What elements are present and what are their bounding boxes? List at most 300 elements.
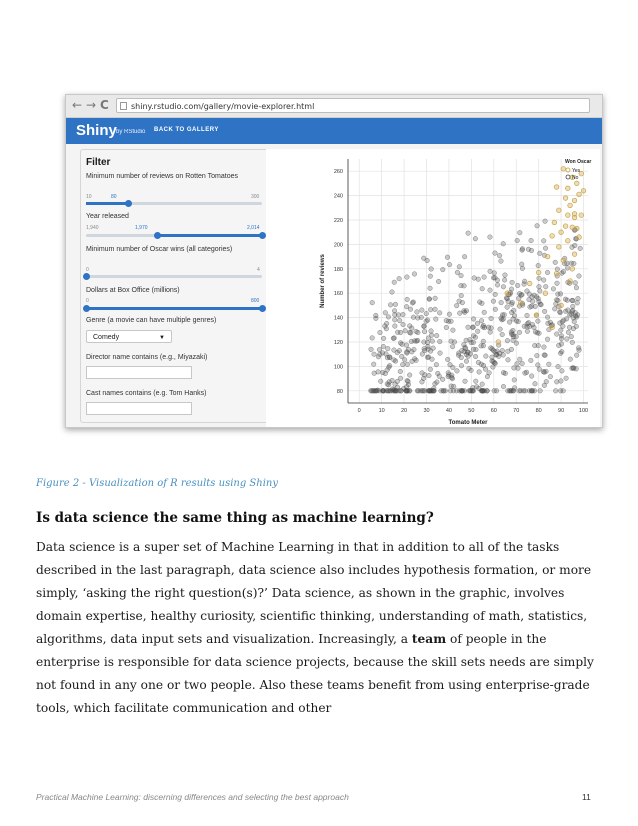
scatter-point-no: [420, 308, 425, 313]
scatter-point-no: [570, 366, 575, 371]
scatter-point-no: [429, 267, 434, 272]
filter-title: Filter: [86, 157, 111, 168]
scatter-point-yes: [572, 198, 577, 203]
scatter-point-no: [512, 378, 517, 383]
scatter-point-no: [517, 330, 522, 335]
scatter-point-yes: [505, 291, 510, 296]
app-header: [66, 118, 602, 144]
scatter-point-no: [481, 339, 486, 344]
scatter-point-no: [495, 278, 500, 283]
scatter-point-no: [402, 357, 407, 362]
scatter-point-no: [522, 282, 527, 287]
scatter-point-no: [564, 317, 569, 322]
scatter-point-no: [517, 230, 522, 235]
y-tick-label: 120: [333, 340, 343, 346]
y-tick-label: 100: [333, 364, 343, 371]
scatter-point-no: [438, 351, 443, 356]
x-tick-label: 20: [401, 408, 408, 414]
scatter-point-no: [434, 362, 439, 367]
scatter-point-no: [543, 284, 548, 289]
scatter-point-no: [471, 340, 476, 345]
scatter-point-no: [466, 325, 471, 330]
scatter-point-no: [517, 389, 522, 394]
scatter-point-no: [569, 334, 574, 339]
scatter-point-no: [386, 382, 391, 387]
scatter-point-yes: [572, 215, 577, 220]
scatter-point-no: [440, 267, 445, 272]
cast-input[interactable]: [86, 402, 192, 415]
scatter-point-no: [473, 236, 478, 241]
scatter-point-no: [412, 347, 417, 352]
scatter-point-no: [529, 374, 534, 379]
scatter-point-no: [488, 330, 493, 335]
scatter-point-no: [576, 296, 581, 301]
scatter-point-no: [556, 343, 561, 348]
scatter-point-no: [457, 311, 462, 316]
cast-label: Cast names contains (e.g. Tom Hanks): [86, 390, 207, 397]
scatter-point-no: [425, 340, 430, 345]
scatter-point-yes: [570, 267, 575, 272]
back-arrow-icon[interactable]: ←: [72, 98, 83, 112]
scatter-point-no: [497, 253, 502, 258]
scatter-point-no: [570, 298, 575, 303]
y-tick-label: 200: [333, 242, 343, 249]
scatter-point-no: [473, 335, 478, 340]
scatter-point-no: [466, 231, 471, 236]
scatter-point-no: [463, 379, 468, 384]
address-bar[interactable]: [116, 98, 590, 113]
oscar-slider[interactable]: [86, 275, 262, 278]
scatter-point-no: [542, 370, 547, 375]
legend-title: Won Oscar: [565, 159, 592, 165]
oscar-min: 0: [86, 267, 89, 273]
y-tick-label: 160: [333, 291, 343, 298]
genre-selected-value: Comedy: [93, 334, 120, 341]
scatter-point-no: [390, 378, 395, 383]
scatter-point-no: [407, 330, 412, 335]
scatter-point-no: [473, 354, 478, 359]
scatter-point-no: [406, 379, 411, 384]
scatter-point-no: [515, 238, 520, 243]
scatter-point-no: [526, 247, 531, 252]
scatter-point-yes: [581, 188, 586, 193]
scatter-point-no: [457, 264, 462, 269]
scatter-point-no: [538, 389, 543, 394]
footer-title: Practical Machine Learning: discerning differences and selecting the best approach: [36, 792, 349, 802]
scatter-point-no: [480, 286, 485, 291]
scatter-point-no: [374, 389, 379, 394]
scatter-point-no: [568, 357, 573, 362]
scatter-point-no: [460, 348, 465, 353]
scatter-point-no: [501, 241, 506, 246]
scatter-point-yes: [577, 235, 582, 240]
paragraph-bold-team: team: [411, 632, 447, 646]
scatter-point-no: [386, 315, 391, 320]
scatter-point-yes: [561, 166, 566, 171]
brand-byline: by RStudio: [116, 129, 146, 135]
scatter-point-no: [427, 373, 432, 378]
scatter-point-yes: [550, 234, 555, 239]
scatter-point-no: [480, 301, 485, 306]
scatter-point-no: [496, 354, 501, 359]
scatter-point-no: [560, 369, 565, 374]
scatter-point-no: [501, 353, 506, 358]
scatter-point-no: [464, 352, 469, 357]
scatter-point-no: [370, 300, 375, 305]
boxoffice-slider[interactable]: [86, 307, 262, 310]
genre-select[interactable]: [86, 330, 172, 343]
scatter-point-no: [387, 363, 392, 368]
paragraph-text-1: Data science is a super set of Machine Learning in that in addition to all of the tasks described in the last paragraph, data science also includes hypothesis formation, or more simply, ‘asking the right question(s)?’ Data science, as shown in the graphic, involves domain expertise, healthy curiosity, scientific thinking, understanding of math, statistics, algorithms, data input sets and visualization. Increasingly, a: [36, 540, 592, 646]
scatter-point-yes: [574, 226, 579, 231]
scatter-point-no: [420, 380, 425, 385]
scatter-point-no: [414, 329, 419, 334]
scatter-point-no: [501, 370, 506, 375]
scatter-point-no: [543, 246, 548, 251]
scatter-point-yes: [570, 225, 575, 230]
scatter-point-no: [404, 343, 409, 348]
scatter-point-no: [484, 354, 489, 359]
scatter-point-no: [533, 381, 538, 386]
reviews-value: 80: [111, 194, 117, 200]
reviews-slider-fill: [86, 202, 128, 205]
scatter-point-no: [537, 276, 542, 281]
scatter-point-no: [473, 379, 478, 384]
x-axis-label: Tomato Meter: [448, 420, 488, 426]
section-heading: Is data science the same thing as machine learning?: [36, 510, 434, 526]
oscar-label: Minimum number of Oscar wins (all categories): [86, 246, 233, 253]
scatter-point-no: [486, 325, 491, 330]
scatter-point-no: [536, 319, 541, 324]
scatter-point-yes: [554, 185, 559, 190]
year-slider[interactable]: [86, 234, 262, 237]
scatter-point-no: [489, 316, 494, 321]
scatter-point-no: [554, 332, 559, 337]
scatter-point-no: [512, 366, 517, 371]
scatter-point-no: [380, 351, 385, 356]
scatter-point-no: [545, 337, 550, 342]
scatter-point-no: [422, 373, 427, 378]
scatter-point-no: [554, 380, 559, 385]
scatter-point-no: [514, 334, 519, 339]
page-number: 11: [582, 792, 591, 802]
scatter-point-no: [529, 238, 534, 243]
scatter-point-no: [437, 311, 442, 316]
scatter-point-no: [378, 379, 383, 384]
scatter-point-no: [545, 315, 550, 320]
scatter-point-no: [527, 292, 532, 297]
scatter-point-no: [485, 374, 490, 379]
scatter-point-no: [556, 292, 561, 297]
scatter-point-no: [510, 280, 515, 285]
scatter-point-no: [471, 347, 476, 352]
scatter-point-no: [462, 254, 467, 259]
scatter-point-yes: [557, 208, 562, 213]
reviews-slider-handle[interactable]: [125, 200, 132, 207]
scatter-point-no: [574, 324, 579, 329]
scatter-point-no: [577, 274, 582, 279]
scatter-point-no: [401, 312, 406, 317]
scatter-point-no: [444, 318, 449, 323]
scatter-point-no: [515, 283, 520, 288]
scatter-point-no: [574, 353, 579, 358]
scatter-point-no: [387, 355, 392, 360]
brand-logo[interactable]: Shiny: [76, 122, 117, 139]
scatter-point-no: [555, 267, 560, 272]
year-slider-high-handle[interactable]: [259, 232, 266, 239]
x-tick-label: 60: [490, 408, 497, 414]
scatter-point-no: [436, 279, 441, 284]
scatter-point-no: [510, 300, 515, 305]
scatter-point-no: [500, 348, 505, 353]
scatter-point-no: [395, 350, 400, 355]
scatter-point-yes: [545, 254, 550, 259]
scatter-point-no: [385, 346, 390, 351]
scatter-point-no: [449, 384, 454, 389]
body-paragraph: [36, 536, 606, 720]
scatter-point-no: [501, 285, 506, 290]
scatter-point-no: [427, 389, 432, 394]
scatter-point-no: [499, 259, 504, 264]
scatter-point-no: [476, 277, 481, 282]
scatter-point-no: [523, 371, 528, 376]
scatter-point-no: [511, 328, 516, 333]
scatter-point-no: [525, 329, 530, 334]
scatter-point-no: [452, 340, 457, 345]
scatter-point-no: [476, 360, 481, 365]
scatter-point-no: [541, 278, 546, 283]
scatter-point-no: [509, 310, 514, 315]
scatter-point-no: [471, 317, 476, 322]
scatter-point-yes: [496, 340, 501, 345]
scatter-point-no: [567, 325, 572, 330]
scatter-point-no: [535, 353, 540, 358]
scatter-point-no: [415, 310, 420, 315]
y-axis-label: Number of reviews: [320, 254, 326, 308]
scatter-point-no: [393, 324, 398, 329]
scatter-point-no: [449, 373, 454, 378]
director-label: Director name contains (e.g., Miyazaki): [86, 354, 208, 361]
scatter-point-no: [525, 313, 530, 318]
scatter-point-yes: [566, 186, 571, 191]
scatter-point-no: [490, 355, 495, 360]
y-tick-label: 240: [333, 193, 343, 200]
scatter-point-no: [410, 359, 415, 364]
scatter-point-no: [505, 305, 510, 310]
oscar-max: 4: [257, 267, 260, 273]
scatter-point-no: [425, 355, 430, 360]
boxoffice-max: 800: [251, 298, 260, 304]
scatter-point-no: [501, 384, 506, 389]
scatter-point-no: [427, 297, 432, 302]
scatter-point-no: [382, 389, 387, 394]
scatter-point-no: [380, 370, 385, 375]
scatter-point-no: [395, 379, 400, 384]
paragraph-text-2: of people in the enterprise is responsible for data science projects, because the skill sets needs are simply not found in any one or two people. Also these teams benefit from using enterprise-grade tools, which facilitate communication and other: [36, 632, 594, 715]
browser-toolbar: [66, 95, 602, 118]
scatter-point-no: [392, 280, 397, 285]
genre-label: Genre (a movie can have multiple genres): [86, 317, 217, 324]
scatter-point-no: [370, 336, 375, 341]
scatter-point-no: [455, 369, 460, 374]
scatter-point-no: [491, 365, 496, 370]
scatter-point-no: [545, 270, 550, 275]
scatter-point-no: [506, 358, 511, 363]
boxoffice-slider-high-handle[interactable]: [259, 305, 266, 312]
scatter-point-no: [392, 317, 397, 322]
scatter-point-no: [462, 310, 467, 315]
scatter-point-no: [575, 301, 580, 306]
reload-icon[interactable]: C: [100, 98, 109, 112]
scatter-point-no: [493, 251, 498, 256]
scatter-point-no: [462, 389, 467, 394]
scatter-point-no: [533, 304, 538, 309]
scatter-point-no: [566, 308, 571, 313]
y-tick-label: 80: [336, 388, 343, 395]
scatter-point-no: [401, 322, 406, 327]
x-tick-label: 10: [378, 408, 385, 414]
scatter-point-no: [493, 307, 498, 312]
scatter-point-no: [565, 337, 570, 342]
scatter-point-no: [397, 318, 402, 323]
scatter-point-no: [459, 283, 464, 288]
scatter-point-no: [537, 289, 542, 294]
scatter-point-no: [491, 359, 496, 364]
year-slider-low-handle[interactable]: [154, 232, 161, 239]
scatter-point-no: [570, 245, 575, 250]
scatter-point-no: [488, 269, 493, 274]
scatter-point-no: [385, 368, 390, 373]
scatter-point-no: [428, 367, 433, 372]
scatter-point-no: [488, 235, 493, 240]
scatter-point-no: [559, 379, 564, 384]
scatter-point-no: [573, 280, 578, 285]
scatter-point-yes: [566, 213, 571, 218]
scatter-point-no: [407, 324, 412, 329]
scatter-point-no: [555, 281, 560, 286]
scatter-point-no: [411, 300, 416, 305]
scatter-point-no: [532, 389, 537, 394]
reviews-slider[interactable]: [86, 202, 262, 205]
scatter-point-no: [437, 339, 442, 344]
chevron-down-icon: ▼: [159, 335, 165, 341]
scatter-point-yes: [572, 252, 577, 257]
director-input[interactable]: [86, 366, 192, 379]
scatter-point-no: [537, 284, 542, 289]
scatter-point-no: [520, 266, 525, 271]
scatter-point-yes: [550, 325, 555, 330]
scatter-point-yes: [577, 192, 582, 197]
scatter-point-no: [527, 297, 532, 302]
scatter-point-no: [537, 367, 542, 372]
scatter-point-no: [495, 283, 500, 288]
scatter-point-no: [393, 302, 398, 307]
scatter-point-yes: [527, 281, 532, 286]
scatter-point-yes: [561, 258, 566, 263]
boxoffice-label: Dollars at Box Office (millions): [86, 287, 180, 294]
scatter-point-no: [543, 219, 548, 224]
scatter-point-yes: [574, 181, 579, 186]
scatter-point-no: [559, 336, 564, 341]
scatter-point-no: [548, 374, 553, 379]
scatter-point-no: [371, 362, 376, 367]
x-tick-label: 50: [468, 408, 475, 414]
scatter-point-no: [397, 276, 402, 281]
year-slider-fill: [157, 234, 262, 237]
scatter-point-no: [475, 321, 480, 326]
scatter-plot[interactable]: [266, 149, 600, 427]
reviews-max: 300: [251, 194, 260, 200]
scatter-point-no: [565, 266, 570, 271]
oscar-slider-handle[interactable]: [83, 273, 90, 280]
scatter-point-no: [424, 319, 429, 324]
scatter-point-no: [381, 344, 386, 349]
scatter-point-no: [433, 307, 438, 312]
scatter-point-no: [519, 262, 524, 267]
scatter-point-no: [477, 370, 482, 375]
scatter-point-no: [527, 324, 532, 329]
scatter-point-no: [447, 262, 452, 267]
scatter-point-yes: [559, 230, 564, 235]
y-tick-label: 220: [333, 218, 343, 224]
scatter-point-no: [509, 347, 514, 352]
scatter-point-no: [490, 347, 495, 352]
scatter-point-no: [459, 273, 464, 278]
scatter-point-no: [429, 329, 434, 334]
y-tick-label: 260: [333, 169, 343, 176]
scatter-point-no: [542, 309, 547, 314]
figure-caption: Figure 2 - Visualization of R results using Shiny: [36, 478, 278, 489]
scatter-point-no: [381, 336, 386, 341]
scatter-point-no: [480, 382, 485, 387]
year-high-value: 2,014: [247, 225, 260, 231]
boxoffice-slider-low-handle[interactable]: [83, 305, 90, 312]
scatter-point-no: [439, 389, 444, 394]
scatter-point-no: [404, 389, 409, 394]
scatter-point-no: [372, 371, 377, 376]
reviews-min: 10: [86, 194, 92, 200]
scatter-point-no: [399, 389, 404, 394]
scatter-point-no: [400, 342, 405, 347]
scatter-point-no: [574, 285, 579, 290]
scatter-point-no: [516, 319, 521, 324]
scatter-point-no: [519, 293, 524, 298]
scatter-point-no: [434, 333, 439, 338]
scatter-point-no: [469, 368, 474, 373]
scatter-point-no: [514, 341, 519, 346]
scatter-point-no: [395, 330, 400, 335]
scatter-point-no: [372, 352, 377, 357]
scatter-point-no: [500, 332, 505, 337]
x-tick-label: 0: [357, 408, 361, 414]
url-text: shiny.rstudio.com/gallery/movie-explorer.html: [131, 102, 315, 111]
scatter-point-no: [422, 329, 427, 334]
scatter-point-no: [405, 297, 410, 302]
scatter-point-no: [433, 296, 438, 301]
legend-entry: Yes: [572, 168, 581, 174]
reviews-label: Minimum number of reviews on Rotten Tomatoes: [86, 173, 238, 180]
scatter-point-no: [430, 339, 435, 344]
scatter-point-yes: [579, 213, 584, 218]
scatter-point-no: [503, 273, 508, 278]
scatter-point-no: [447, 312, 452, 317]
screenshot-figure: [65, 94, 603, 428]
y-tick-label: 140: [333, 315, 343, 322]
back-to-gallery-link[interactable]: BACK TO GALLERY: [154, 127, 219, 133]
scatter-point-yes: [563, 196, 568, 201]
x-tick-label: 100: [578, 408, 589, 414]
forward-arrow-icon[interactable]: →: [86, 98, 97, 112]
